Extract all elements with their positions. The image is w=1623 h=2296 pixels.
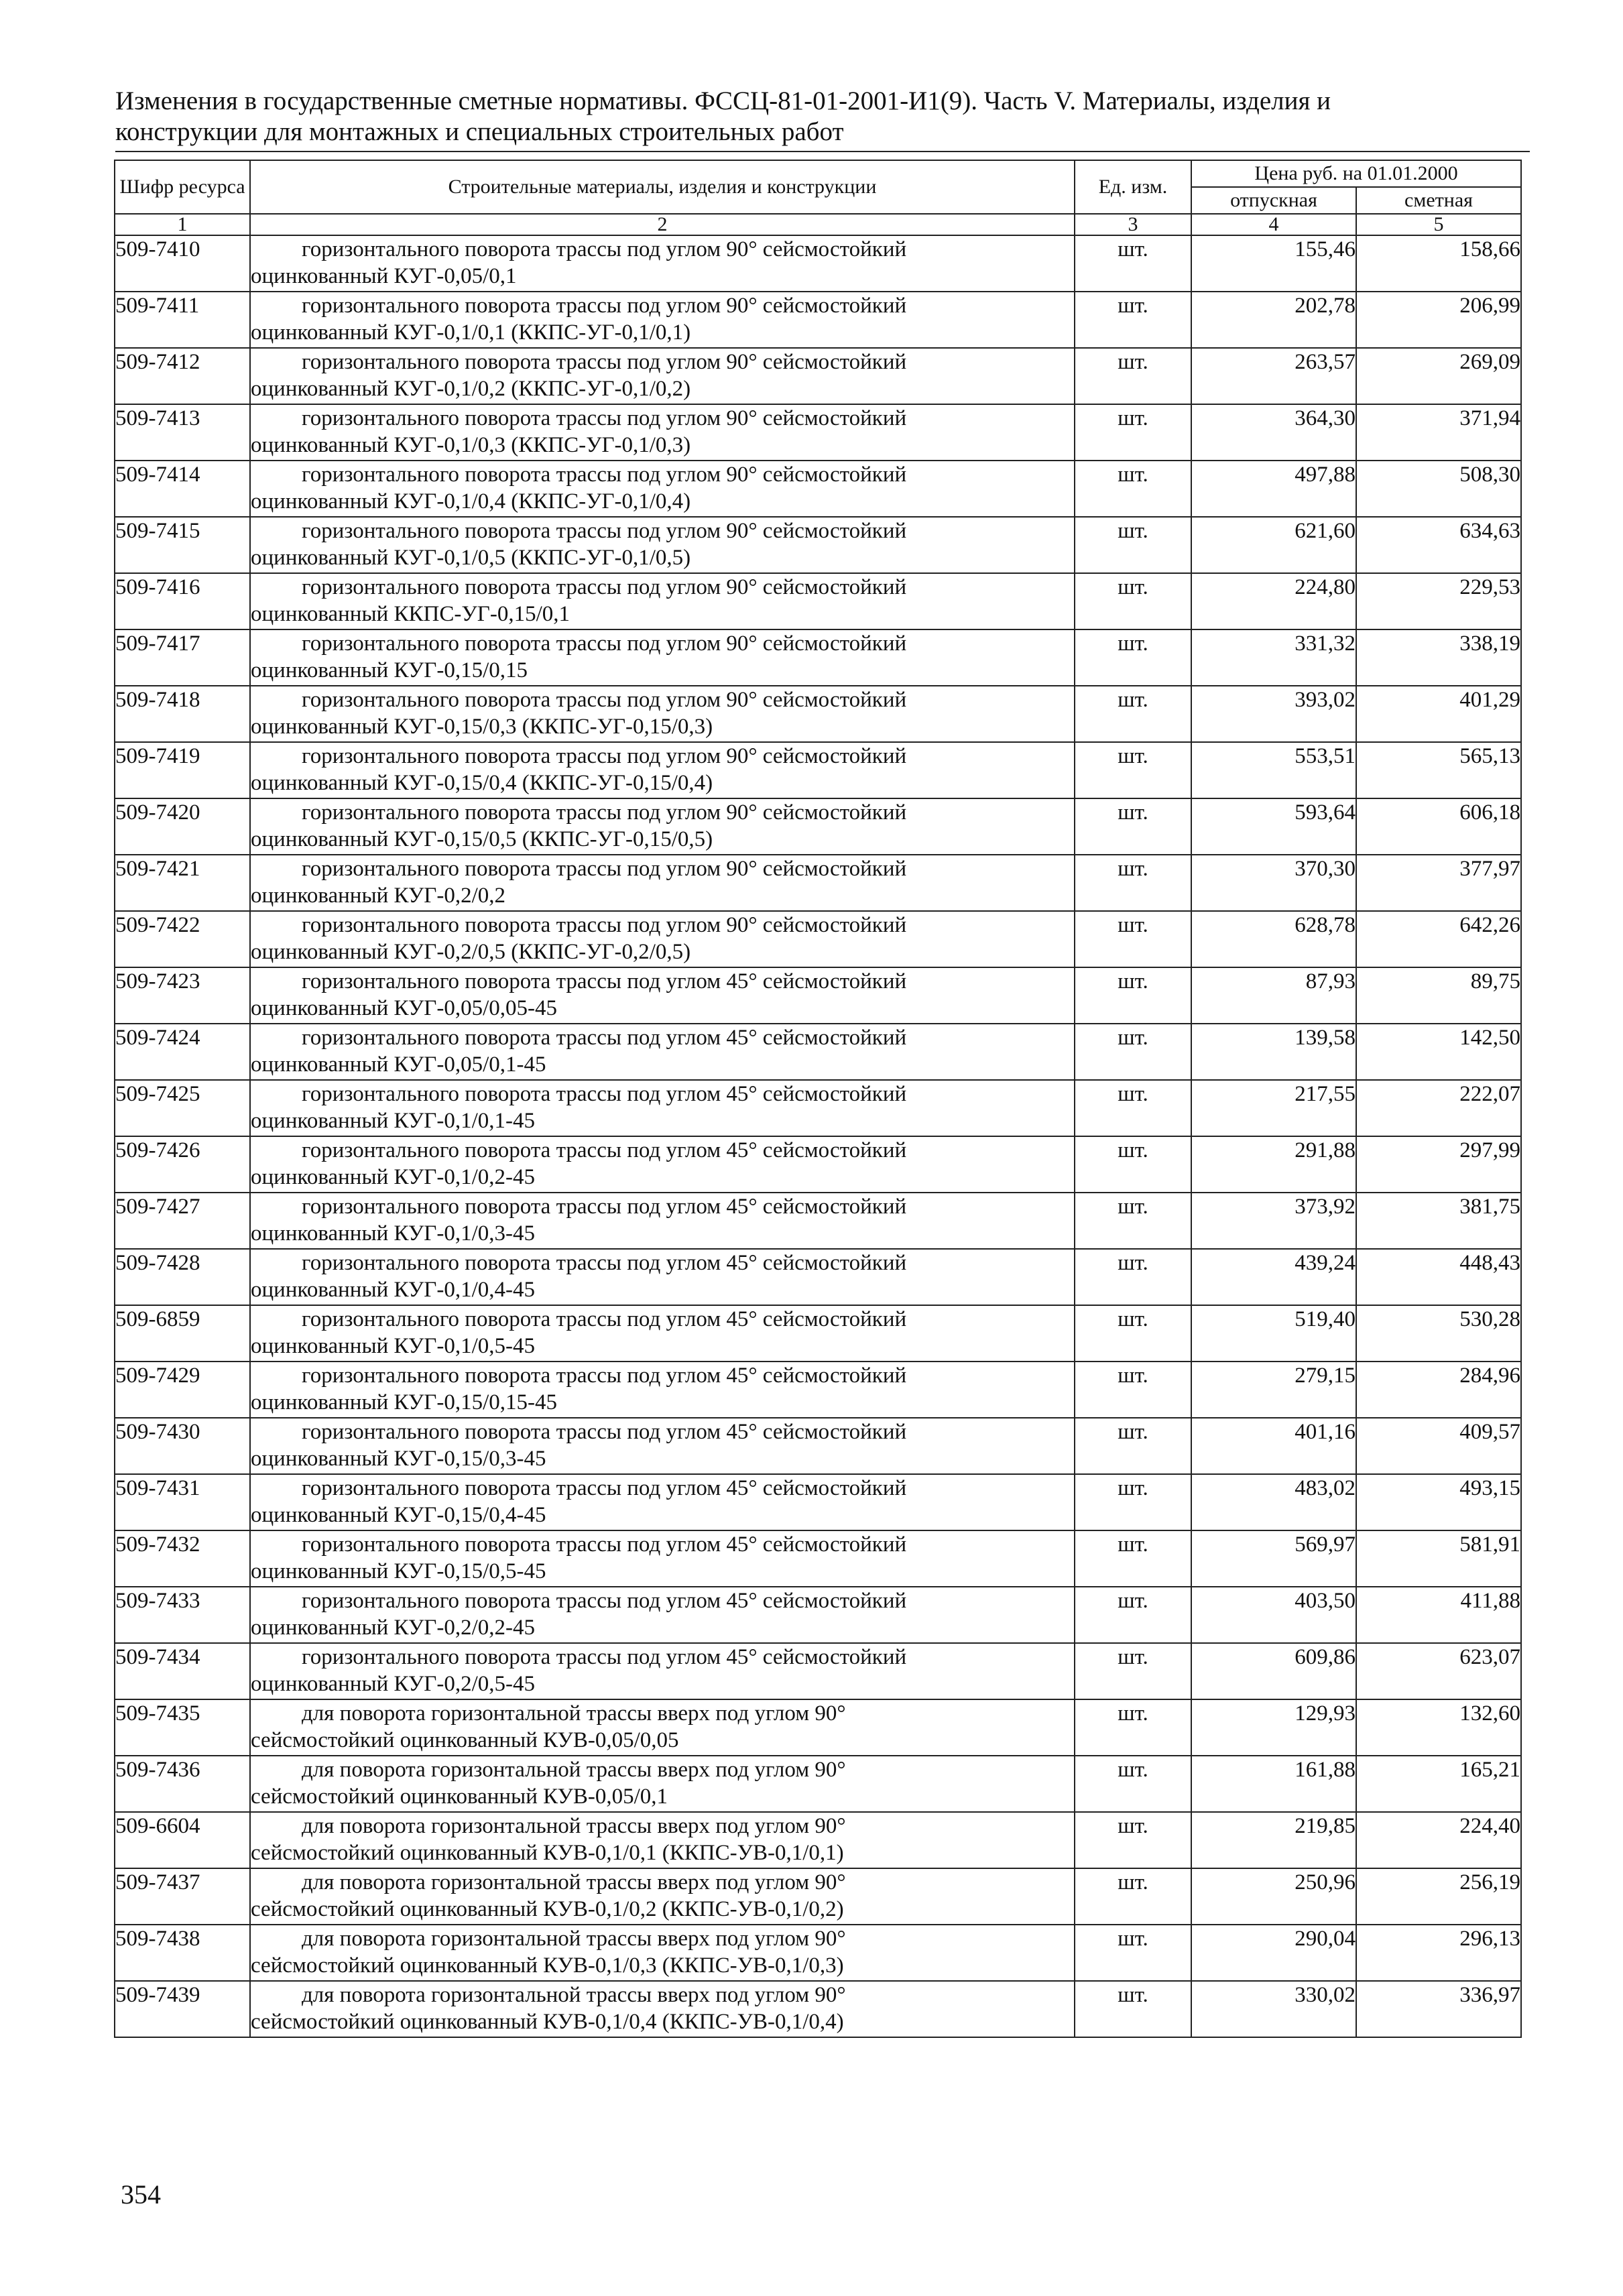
page-header (115, 86, 1530, 147)
resource-code: 509-7431 (115, 1474, 250, 1530)
table-row (115, 1024, 1521, 1080)
material-description (250, 235, 1075, 292)
description-line-1: горизонтального поворота трассы под углом 90° сейсмостойкий (302, 350, 907, 374)
unit-cell: шт. (1075, 1530, 1191, 1587)
unit-cell: шт. (1075, 348, 1191, 404)
release-price-cell: 403,50 (1191, 1587, 1356, 1643)
material-description (250, 1249, 1075, 1305)
table-row (115, 1643, 1521, 1699)
material-description (250, 1699, 1075, 1756)
release-price-cell: 279,15 (1191, 1362, 1356, 1418)
description-line-2: оцинкованный КУГ-0,1/0,5-45 (251, 1334, 535, 1358)
estimate-price-cell: 581,91 (1356, 1530, 1521, 1587)
resource-code: 509-7439 (115, 1981, 250, 2037)
description-line-2: оцинкованный КУГ-0,1/0,3-45 (251, 1221, 535, 1246)
description-line-2: оцинкованный КУГ-0,15/0,15 (251, 658, 528, 682)
description-line-2: оцинкованный КУГ-0,15/0,3-45 (251, 1447, 546, 1471)
material-description (250, 967, 1075, 1024)
col-number-3: 3 (1075, 214, 1191, 235)
material-description (250, 911, 1075, 967)
estimate-price-cell: 381,75 (1356, 1193, 1521, 1249)
estimate-price-cell: 297,99 (1356, 1136, 1521, 1193)
resource-code: 509-7411 (115, 292, 250, 348)
material-description (250, 1981, 1075, 2037)
table-row (115, 404, 1521, 461)
description-line-1: горизонтального поворота трассы под углом 45° сейсмостойкий (302, 969, 907, 993)
estimate-price-cell: 409,57 (1356, 1418, 1521, 1474)
description-line-1: горизонтального поворота трассы под углом 45° сейсмостойкий (302, 1420, 907, 1444)
unit-cell: шт. (1075, 686, 1191, 742)
description-line-2: оцинкованный КУГ-0,15/0,15-45 (251, 1390, 557, 1414)
col-number-1: 1 (115, 214, 250, 235)
description-line-1: горизонтального поворота трассы под углом 45° сейсмостойкий (302, 1476, 907, 1500)
description-line-1: горизонтального поворота трассы под углом 90° сейсмостойкий (302, 857, 907, 881)
description-line-1: горизонтального поворота трассы под углом 90° сейсмостойкий (302, 913, 907, 937)
unit-cell: шт. (1075, 1080, 1191, 1136)
release-price-cell: 129,93 (1191, 1699, 1356, 1756)
estimate-price-cell: 229,53 (1356, 573, 1521, 629)
material-description (250, 1193, 1075, 1249)
description-line-2: сейсмостойкий оцинкованный КУВ-0,1/0,2 (ККПС-УВ-0,1/0,2) (251, 1897, 844, 1921)
table-row (115, 1362, 1521, 1418)
resource-code: 509-7435 (115, 1699, 250, 1756)
unit-cell: шт. (1075, 1587, 1191, 1643)
estimate-price-cell: 165,21 (1356, 1756, 1521, 1812)
col-header-price: Цена руб. на 01.01.2000 (1191, 160, 1521, 187)
description-line-2: оцинкованный КУГ-0,1/0,4-45 (251, 1278, 535, 1302)
unit-cell: шт. (1075, 1305, 1191, 1362)
description-line-2: оцинкованный КУГ-0,15/0,5 (ККПС-УГ-0,15/0,5) (251, 827, 713, 851)
table-row (115, 855, 1521, 911)
description-line-1: горизонтального поворота трассы под углом 90° сейсмостойкий (302, 406, 907, 430)
unit-cell: шт. (1075, 1362, 1191, 1418)
table-row (115, 235, 1521, 292)
description-line-2: оцинкованный КУГ-0,1/0,4 (ККПС-УГ-0,1/0,4) (251, 489, 691, 513)
release-price-cell: 609,86 (1191, 1643, 1356, 1699)
header-line-1: Изменения в государственные сметные нормативы. ФССЦ-81-01-2001-И1(9). Часть V. Материалы, изделия и (115, 86, 1331, 115)
estimate-price-cell: 206,99 (1356, 292, 1521, 348)
resource-code: 509-7427 (115, 1193, 250, 1249)
estimate-price-cell: 132,60 (1356, 1699, 1521, 1756)
material-description (250, 1868, 1075, 1925)
material-description (250, 1080, 1075, 1136)
release-price-cell: 217,55 (1191, 1080, 1356, 1136)
estimate-price-cell: 338,19 (1356, 629, 1521, 686)
material-description (250, 1305, 1075, 1362)
material-description (250, 573, 1075, 629)
estimate-price-cell: 623,07 (1356, 1643, 1521, 1699)
table-row (115, 1868, 1521, 1925)
table-row (115, 798, 1521, 855)
description-line-1: для поворота горизонтальной трассы вверх под углом 90° (302, 1814, 846, 1838)
resource-code: 509-7418 (115, 686, 250, 742)
resource-code: 509-7426 (115, 1136, 250, 1193)
description-line-1: горизонтального поворота трассы под углом 45° сейсмостойкий (302, 1138, 907, 1162)
description-line-2: сейсмостойкий оцинкованный КУВ-0,05/0,1 (251, 1785, 668, 1809)
release-price-cell: 291,88 (1191, 1136, 1356, 1193)
estimate-price-cell: 411,88 (1356, 1587, 1521, 1643)
material-description (250, 1418, 1075, 1474)
col-number-2: 2 (250, 214, 1075, 235)
estimate-price-cell: 222,07 (1356, 1080, 1521, 1136)
release-price-cell: 224,80 (1191, 573, 1356, 629)
resource-code: 509-7429 (115, 1362, 250, 1418)
resource-code: 509-7412 (115, 348, 250, 404)
release-price-cell: 290,04 (1191, 1925, 1356, 1981)
table-row (115, 1699, 1521, 1756)
page-number: 354 (121, 2179, 161, 2210)
resource-code: 509-7421 (115, 855, 250, 911)
unit-cell: шт. (1075, 461, 1191, 517)
table-row (115, 1080, 1521, 1136)
estimate-price-cell: 89,75 (1356, 967, 1521, 1024)
description-line-2: оцинкованный КУГ-0,2/0,5 (ККПС-УГ-0,2/0,5) (251, 940, 691, 964)
description-line-2: оцинкованный КУГ-0,15/0,4-45 (251, 1503, 546, 1527)
description-line-2: оцинкованный КУГ-0,05/0,1-45 (251, 1052, 546, 1077)
resource-code: 509-7432 (115, 1530, 250, 1587)
resource-code: 509-7434 (115, 1643, 250, 1699)
col-header-code: Шифр ресурса (115, 160, 250, 214)
description-line-2: оцинкованный КУГ-0,1/0,5 (ККПС-УГ-0,1/0,5) (251, 546, 691, 570)
estimate-price-cell: 142,50 (1356, 1024, 1521, 1080)
estimate-price-cell: 401,29 (1356, 686, 1521, 742)
table-row (115, 1925, 1521, 1981)
table-row (115, 967, 1521, 1024)
resource-code: 509-7417 (115, 629, 250, 686)
material-description (250, 1530, 1075, 1587)
description-line-1: горизонтального поворота трассы под углом 90° сейсмостойкий (302, 463, 907, 487)
table-body (115, 235, 1521, 2037)
material-description (250, 798, 1075, 855)
estimate-price-cell: 377,97 (1356, 855, 1521, 911)
estimate-price-cell: 642,26 (1356, 911, 1521, 967)
material-description (250, 348, 1075, 404)
resource-code: 509-7423 (115, 967, 250, 1024)
unit-cell: шт. (1075, 1643, 1191, 1699)
unit-cell: шт. (1075, 967, 1191, 1024)
table-row (115, 1305, 1521, 1362)
col-number-4: 4 (1191, 214, 1356, 235)
resource-code: 509-7428 (115, 1249, 250, 1305)
resource-code: 509-7425 (115, 1080, 250, 1136)
release-price-cell: 263,57 (1191, 348, 1356, 404)
description-line-2: оцинкованный КУГ-0,15/0,4 (ККПС-УГ-0,15/0,4) (251, 771, 713, 795)
resource-code: 509-7436 (115, 1756, 250, 1812)
resource-code: 509-7437 (115, 1868, 250, 1925)
release-price-cell: 364,30 (1191, 404, 1356, 461)
resource-code: 509-6604 (115, 1812, 250, 1868)
unit-cell: шт. (1075, 911, 1191, 967)
description-line-1: горизонтального поворота трассы под углом 90° сейсмостойкий (302, 519, 907, 543)
material-description (250, 404, 1075, 461)
header-line-2: конструкции для монтажных и специальных строительных работ (115, 117, 844, 146)
description-line-2: оцинкованный КУГ-0,2/0,2-45 (251, 1616, 535, 1640)
description-line-1: горизонтального поворота трассы под углом 45° сейсмостойкий (302, 1589, 907, 1613)
material-description (250, 1024, 1075, 1080)
unit-cell: шт. (1075, 1249, 1191, 1305)
description-line-1: горизонтального поворота трассы под углом 90° сейсмостойкий (302, 631, 907, 656)
description-line-1: горизонтального поворота трассы под углом 45° сейсмостойкий (302, 1532, 907, 1557)
unit-cell: шт. (1075, 855, 1191, 911)
description-line-2: оцинкованный ККПС-УГ-0,15/0,1 (251, 602, 570, 626)
description-line-2: оцинкованный КУГ-0,05/0,05-45 (251, 996, 557, 1020)
unit-cell: шт. (1075, 517, 1191, 573)
material-description (250, 686, 1075, 742)
release-price-cell: 161,88 (1191, 1756, 1356, 1812)
description-line-2: сейсмостойкий оцинкованный КУВ-0,1/0,4 (ККПС-УВ-0,1/0,4) (251, 2010, 844, 2034)
material-description (250, 1136, 1075, 1193)
description-line-1: горизонтального поворота трассы под углом 90° сейсмостойкий (302, 744, 907, 768)
table-row (115, 686, 1521, 742)
description-line-2: сейсмостойкий оцинкованный КУВ-0,1/0,1 (ККПС-УВ-0,1/0,1) (251, 1841, 844, 1865)
description-line-1: горизонтального поворота трассы под углом 90° сейсмостойкий (302, 237, 907, 261)
material-description (250, 1362, 1075, 1418)
release-price-cell: 331,32 (1191, 629, 1356, 686)
table-row (115, 1981, 1521, 2037)
unit-cell: шт. (1075, 1136, 1191, 1193)
unit-cell: шт. (1075, 235, 1191, 292)
description-line-1: для поворота горизонтальной трассы вверх под углом 90° (302, 1983, 846, 2007)
description-line-2: оцинкованный КУГ-0,05/0,1 (251, 264, 517, 288)
description-line-1: горизонтального поворота трассы под углом 45° сейсмостойкий (302, 1645, 907, 1669)
estimate-price-cell: 530,28 (1356, 1305, 1521, 1362)
unit-cell: шт. (1075, 1193, 1191, 1249)
description-line-1: горизонтального поворота трассы под углом 45° сейсмостойкий (302, 1364, 907, 1388)
release-price-cell: 628,78 (1191, 911, 1356, 967)
release-price-cell: 87,93 (1191, 967, 1356, 1024)
release-price-cell: 483,02 (1191, 1474, 1356, 1530)
unit-cell: шт. (1075, 629, 1191, 686)
unit-cell: шт. (1075, 1024, 1191, 1080)
col-header-name: Строительные материалы, изделия и конструкции (250, 160, 1075, 214)
resource-code: 509-7414 (115, 461, 250, 517)
table-row (115, 629, 1521, 686)
release-price-cell: 250,96 (1191, 1868, 1356, 1925)
table-row (115, 1756, 1521, 1812)
resource-code: 509-7419 (115, 742, 250, 798)
description-line-2: сейсмостойкий оцинкованный КУВ-0,1/0,3 (ККПС-УВ-0,1/0,3) (251, 1953, 844, 1978)
estimate-price-cell: 493,15 (1356, 1474, 1521, 1530)
unit-cell: шт. (1075, 1699, 1191, 1756)
description-line-2: оцинкованный КУГ-0,1/0,3 (ККПС-УГ-0,1/0,3) (251, 433, 691, 457)
material-description (250, 461, 1075, 517)
description-line-2: сейсмостойкий оцинкованный КУВ-0,05/0,05 (251, 1728, 679, 1752)
material-description (250, 629, 1075, 686)
description-line-1: горизонтального поворота трассы под углом 45° сейсмостойкий (302, 1251, 907, 1275)
material-description (250, 1643, 1075, 1699)
unit-cell: шт. (1075, 798, 1191, 855)
table-row (115, 742, 1521, 798)
description-line-1: для поворота горизонтальной трассы вверх под углом 90° (302, 1758, 846, 1782)
release-price-cell: 569,97 (1191, 1530, 1356, 1587)
release-price-cell: 155,46 (1191, 235, 1356, 292)
description-line-2: оцинкованный КУГ-0,1/0,1-45 (251, 1109, 535, 1133)
release-price-cell: 553,51 (1191, 742, 1356, 798)
description-line-1: горизонтального поворота трассы под углом 90° сейсмостойкий (302, 688, 907, 712)
material-description (250, 742, 1075, 798)
description-line-2: оцинкованный КУГ-0,1/0,2 (ККПС-УГ-0,1/0,2) (251, 377, 691, 401)
description-line-1: горизонтального поворота трассы под углом 90° сейсмостойкий (302, 575, 907, 599)
table-row (115, 1193, 1521, 1249)
unit-cell: шт. (1075, 1868, 1191, 1925)
resource-code: 509-7420 (115, 798, 250, 855)
description-line-1: горизонтального поворота трассы под углом 45° сейсмостойкий (302, 1026, 907, 1050)
header-divider (115, 151, 1530, 152)
estimate-price-cell: 284,96 (1356, 1362, 1521, 1418)
table-row (115, 1587, 1521, 1643)
material-description (250, 292, 1075, 348)
release-price-cell: 519,40 (1191, 1305, 1356, 1362)
estimate-price-cell: 336,97 (1356, 1981, 1521, 2037)
description-line-2: оцинкованный КУГ-0,1/0,2-45 (251, 1165, 535, 1189)
release-price-cell: 139,58 (1191, 1024, 1356, 1080)
release-price-cell: 370,30 (1191, 855, 1356, 911)
resource-code: 509-7422 (115, 911, 250, 967)
release-price-cell: 497,88 (1191, 461, 1356, 517)
table-row (115, 348, 1521, 404)
description-line-2: оцинкованный КУГ-0,15/0,5-45 (251, 1559, 546, 1583)
release-price-cell: 393,02 (1191, 686, 1356, 742)
description-line-2: оцинкованный КУГ-0,2/0,5-45 (251, 1672, 535, 1696)
material-description (250, 517, 1075, 573)
estimate-price-cell: 158,66 (1356, 235, 1521, 292)
unit-cell: шт. (1075, 1474, 1191, 1530)
resource-code: 509-7410 (115, 235, 250, 292)
table-row (115, 517, 1521, 573)
description-line-1: горизонтального поворота трассы под углом 45° сейсмостойкий (302, 1082, 907, 1106)
resource-code: 509-7433 (115, 1587, 250, 1643)
description-line-2: оцинкованный КУГ-0,1/0,1 (ККПС-УГ-0,1/0,1) (251, 320, 691, 345)
description-line-1: горизонтального поворота трассы под углом 45° сейсмостойкий (302, 1195, 907, 1219)
resource-code: 509-6859 (115, 1305, 250, 1362)
release-price-cell: 330,02 (1191, 1981, 1356, 2037)
table-row (115, 573, 1521, 629)
table-row (115, 1812, 1521, 1868)
release-price-cell: 439,24 (1191, 1249, 1356, 1305)
estimate-price-cell: 565,13 (1356, 742, 1521, 798)
col-header-estimate-price: сметная (1356, 187, 1521, 214)
unit-cell: шт. (1075, 1418, 1191, 1474)
price-table (114, 160, 1522, 2038)
material-description (250, 1474, 1075, 1530)
description-line-2: оцинкованный КУГ-0,15/0,3 (ККПС-УГ-0,15/0,3) (251, 715, 713, 739)
col-number-5: 5 (1356, 214, 1521, 235)
estimate-price-cell: 256,19 (1356, 1868, 1521, 1925)
estimate-price-cell: 296,13 (1356, 1925, 1521, 1981)
material-description (250, 1812, 1075, 1868)
unit-cell: шт. (1075, 573, 1191, 629)
col-header-unit: Ед. изм. (1075, 160, 1191, 214)
release-price-cell: 401,16 (1191, 1418, 1356, 1474)
description-line-2: оцинкованный КУГ-0,2/0,2 (251, 884, 505, 908)
material-description (250, 1925, 1075, 1981)
table-row (115, 1249, 1521, 1305)
resource-code: 509-7416 (115, 573, 250, 629)
estimate-price-cell: 224,40 (1356, 1812, 1521, 1868)
resource-code: 509-7424 (115, 1024, 250, 1080)
material-description (250, 1587, 1075, 1643)
description-line-1: горизонтального поворота трассы под углом 90° сейсмостойкий (302, 800, 907, 825)
estimate-price-cell: 508,30 (1356, 461, 1521, 517)
description-line-1: для поворота горизонтальной трассы вверх под углом 90° (302, 1701, 846, 1726)
resource-code: 509-7415 (115, 517, 250, 573)
resource-code: 509-7430 (115, 1418, 250, 1474)
description-line-1: горизонтального поворота трассы под углом 90° сейсмостойкий (302, 294, 907, 318)
table-row (115, 1474, 1521, 1530)
description-line-1: горизонтального поворота трассы под углом 45° сейсмостойкий (302, 1307, 907, 1331)
estimate-price-cell: 634,63 (1356, 517, 1521, 573)
col-header-release-price: отпускная (1191, 187, 1356, 214)
unit-cell: шт. (1075, 1812, 1191, 1868)
unit-cell: шт. (1075, 742, 1191, 798)
table-row (115, 1136, 1521, 1193)
release-price-cell: 219,85 (1191, 1812, 1356, 1868)
unit-cell: шт. (1075, 1756, 1191, 1812)
estimate-price-cell: 606,18 (1356, 798, 1521, 855)
table-row (115, 1418, 1521, 1474)
description-line-1: для поворота горизонтальной трассы вверх под углом 90° (302, 1870, 846, 1894)
estimate-price-cell: 371,94 (1356, 404, 1521, 461)
release-price-cell: 373,92 (1191, 1193, 1356, 1249)
table-row (115, 911, 1521, 967)
release-price-cell: 202,78 (1191, 292, 1356, 348)
table-row (115, 1530, 1521, 1587)
resource-code: 509-7438 (115, 1925, 250, 1981)
unit-cell: шт. (1075, 1925, 1191, 1981)
table-row (115, 292, 1521, 348)
description-line-1: для поворота горизонтальной трассы вверх под углом 90° (302, 1927, 846, 1951)
material-description (250, 855, 1075, 911)
release-price-cell: 593,64 (1191, 798, 1356, 855)
unit-cell: шт. (1075, 292, 1191, 348)
release-price-cell: 621,60 (1191, 517, 1356, 573)
estimate-price-cell: 448,43 (1356, 1249, 1521, 1305)
material-description (250, 1756, 1075, 1812)
table-row (115, 461, 1521, 517)
unit-cell: шт. (1075, 404, 1191, 461)
resource-code: 509-7413 (115, 404, 250, 461)
estimate-price-cell: 269,09 (1356, 348, 1521, 404)
unit-cell: шт. (1075, 1981, 1191, 2037)
